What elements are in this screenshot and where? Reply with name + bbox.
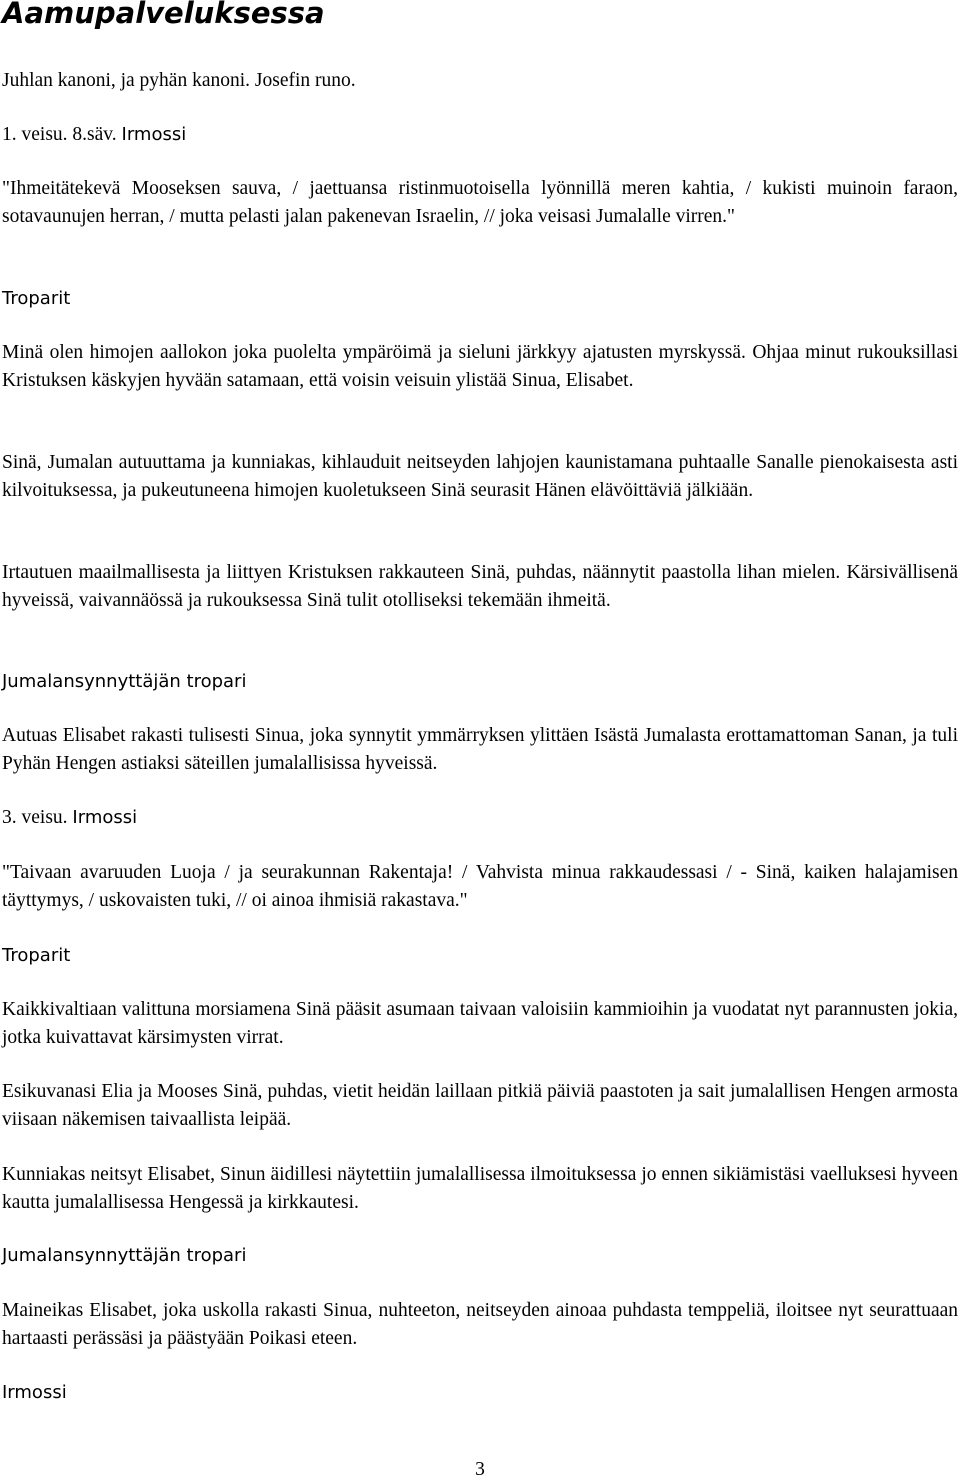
ode-1-troparion-3: Irtautuen maailmallisesta ja liittyen Kristuksen rakkauteen Sinä, puhdas, näännytit paastolla lihan mielen. Kärsivällisenä hyveissä, vaivannäössä ja rukouksessa Sinä tulit otolliseksi tekemään ihmeitä. — [2, 562, 958, 611]
subtitle: Juhlan kanoni, ja pyhän kanoni. Josefin runo. — [2, 70, 356, 91]
ode-1-troparion-1: Minä olen himojen aallokon joka puolelta ympäröimä ja sieluni järkkyy ajatusten myrskyssä. Ohjaa minut rukouksillasi Kristuksen käskyjen hyvään satamaan, että voisin veisuin ylistää Sinua, Elisabet. — [2, 342, 958, 391]
ode-3-heading — [2, 804, 958, 832]
ode-3-troparion-1: Kaikkivaltiaan valittuna morsiamena Sinä pääsit asumaan taivaan valoisiin kammioihin ja vuodatat nyt parannusten jokia, jotka kuivattavat kärsimysten virrat. — [2, 999, 958, 1048]
ode-1-troparion-2: Sinä, Jumalan autuuttama ja kunniakas, kihlauduit neitseyden lahjojen kaunistamana puhtaalle Sanalle pienokaisesta asti kilvoituksessa, ja pukeutuneena himojen kuoletukseen Sinä seurasit Hänen elävöittäviä jälkiään. — [2, 452, 958, 501]
ode-1-troparion-heading: Troparit — [2, 288, 71, 309]
ode-3-troparion-2: Esikuvanasi Elia ja Mooses Sinä, puhdas, vietit heidän laillaan pitkiä päiviä paastoten ja sait jumalallisen Hengen armosta viisaan näkemisen taivaallista leipää. — [2, 1081, 958, 1130]
ode-3-theotokion-text: Maineikas Elisabet, joka uskolla rakasti Sinua, nuhteeton, neitseyden ainoaa puhdasta temppeliä, iloitsee nyt seurattuaan hartaasti perässäsi ja päästyään Poikasi eteen. — [2, 1300, 958, 1349]
next-irmos-heading: Irmossi — [2, 1382, 67, 1403]
ode-3-troparion-heading: Troparit — [2, 945, 71, 966]
ode-1-heading — [2, 121, 958, 149]
ode-1-irmos-label: Irmossi — [121, 124, 187, 145]
ode-3-label: 3. veisu. — [2, 807, 68, 828]
ode-1-label: 1. veisu. 8.säv. — [2, 124, 117, 145]
page-title: Aamupalveluksessa — [2, 0, 325, 30]
ode-3-irmos-label: Irmossi — [72, 807, 138, 828]
ode-1-irmos-text: "Ihmeitätekevä Mooseksen sauva, / jaettuansa ristinmuotoisella lyönnillä meren kahtia, / kukisti muinoin faraon, sotavaunujen herran, / mutta pelasti jalan pakenevan Israelin, // joka veisasi Jumalalle virren." — [2, 178, 958, 227]
ode-3-irmos-text: "Taivaan avaruuden Luoja / ja seurakunnan Rakentaja! / Vahvista minua rakkaudessasi / - Sinä, kaiken halajamisen täyttymys, / uskovaisten tuki, // oi ainoa ihmisiä rakastava." — [2, 862, 958, 911]
ode-1-theotokion-text: Autuas Elisabet rakasti tulisesti Sinua, joka synnytit ymmärryksen ylittäen Isästä Jumalasta erottamattoman Sanan, ja tuli Pyhän Hengen astiaksi säteillen jumalallisissa hyveissä. — [2, 725, 958, 774]
ode-1-theotokion-heading: Jumalansynnyttäjän tropari — [2, 671, 247, 692]
page-number: 3 — [475, 1459, 485, 1480]
ode-3-troparion-3: Kunniakas neitsyt Elisabet, Sinun äidillesi näytettiin jumalallisessa ilmoituksessa jo ennen sikiämistäsi vaelluksesi hyveen kautta jumalallisessa Hengessä ja kirkkautesi. — [2, 1164, 958, 1213]
ode-3-theotokion-heading: Jumalansynnyttäjän tropari — [2, 1245, 247, 1266]
